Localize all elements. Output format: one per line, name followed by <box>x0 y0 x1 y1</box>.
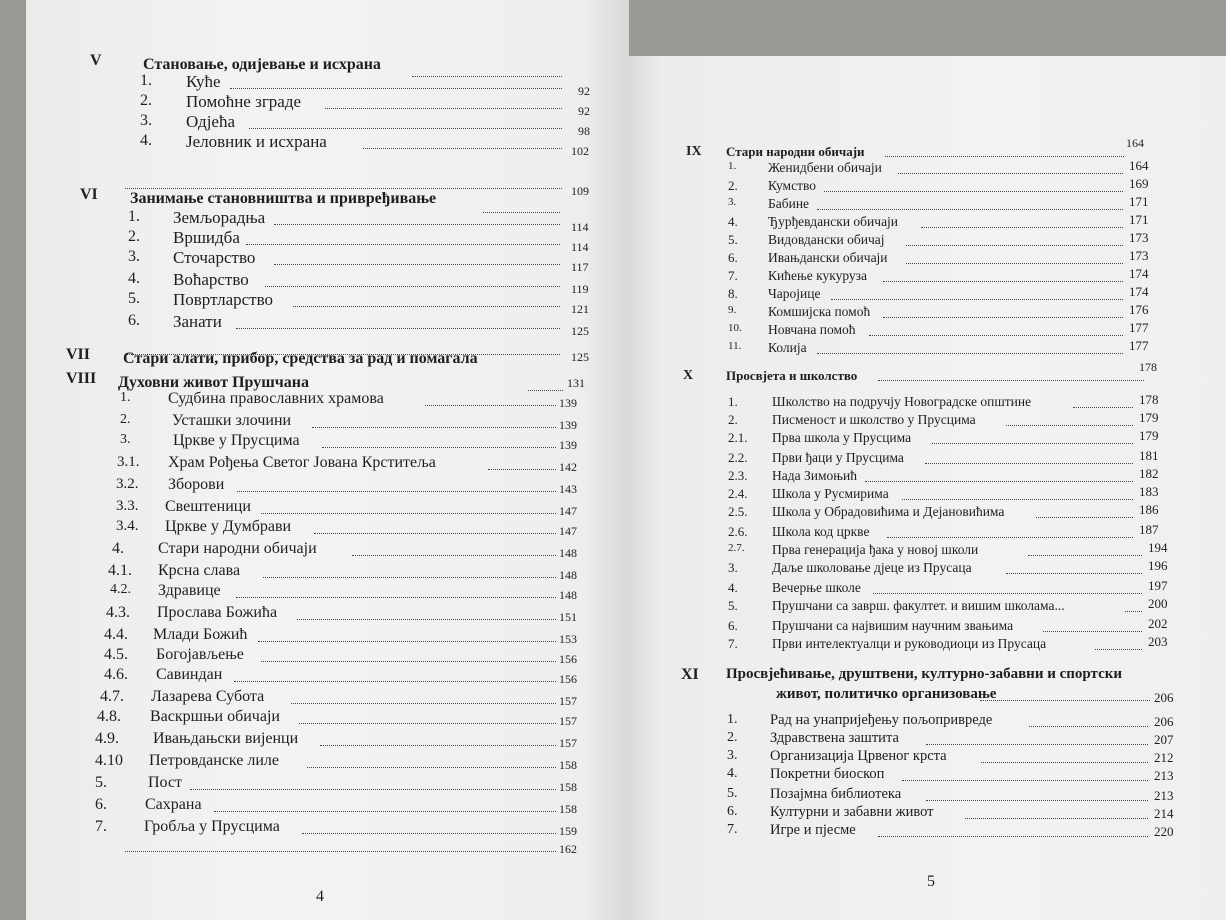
dot-leader <box>965 818 1148 819</box>
entry-page-number: 182 <box>1139 466 1159 481</box>
entry-number: 11. <box>728 340 742 352</box>
dot-leader <box>214 811 556 812</box>
entry-label: Пост <box>148 774 183 791</box>
entry-label: Покретни биоскоп <box>770 766 885 782</box>
dot-leader <box>883 281 1123 282</box>
section-roman-numeral: VI <box>80 186 98 203</box>
entry-number: 4. <box>728 214 738 229</box>
dot-leader <box>236 597 556 598</box>
entry-page-number: 119 <box>571 282 589 296</box>
entry-number: 4.4. <box>104 626 128 643</box>
entry-label: Земљорадња <box>173 208 266 227</box>
entry-label: Игре и пјесме <box>770 822 856 838</box>
section-roman-numeral: VIII <box>66 370 97 387</box>
dot-leader <box>921 227 1124 228</box>
entry-label: Рад на унапријеђењу пољопривреде <box>770 712 993 728</box>
entry-label: Школа код цркве <box>772 524 870 539</box>
dot-leader <box>314 533 556 534</box>
entry-number: 5. <box>727 786 738 801</box>
entry-number: 2.3. <box>728 468 748 483</box>
dot-leader <box>320 745 556 746</box>
dot-leader <box>483 212 560 213</box>
dot-leader <box>230 88 562 89</box>
entry-label: Новчана помоћ <box>768 322 856 337</box>
entry-page-number: 179 <box>1139 428 1159 443</box>
dot-leader <box>249 128 562 129</box>
section-title: Становање, одијевање и исхрана <box>143 56 381 73</box>
entry-page-number: 213 <box>1154 788 1174 803</box>
entry-page-number: 187 <box>1139 522 1159 537</box>
entry-number: 2. <box>728 178 738 193</box>
entry-number: 2.2. <box>728 450 748 465</box>
entry-number: 4.5. <box>104 646 128 663</box>
entry-label: Позајмна библиотека <box>770 786 902 802</box>
entry-page-number: 178 <box>1139 392 1159 407</box>
entry-page-number: 139 <box>559 438 577 452</box>
entry-label: Помоћне зграде <box>186 92 302 111</box>
entry-number: 4.3. <box>106 604 130 621</box>
entry-label: Здравице <box>158 582 221 599</box>
section-roman-numeral: V <box>90 52 102 69</box>
entry-page-number: 157 <box>559 714 577 728</box>
entry-number: 4. <box>728 580 738 595</box>
entry-page-number: 173 <box>1129 230 1149 245</box>
entry-page-number: 162 <box>559 842 577 856</box>
entry-number: 6. <box>728 250 738 265</box>
entry-number: 1. <box>728 394 738 409</box>
dot-leader <box>1006 425 1133 426</box>
entry-number: 2.5. <box>728 504 748 519</box>
dot-leader <box>981 762 1148 763</box>
entry-label: Јеловник и исхрана <box>186 132 327 151</box>
entry-label: Вршидба <box>173 228 240 247</box>
entry-number: 1. <box>728 160 737 172</box>
entry-number: 4. <box>140 132 152 149</box>
entry-page-number: 102 <box>571 144 589 158</box>
section-roman-numeral: XI <box>681 666 699 683</box>
entry-page-number: 194 <box>1148 540 1168 555</box>
dot-leader <box>246 244 560 245</box>
entry-number: 5. <box>128 290 140 307</box>
entry-label: Гробља у Прусцима <box>144 818 280 835</box>
dot-leader <box>902 499 1133 500</box>
entry-number: 4. <box>727 766 738 781</box>
entry-page-number: 125 <box>571 324 589 338</box>
entry-page-number: 164 <box>1129 158 1149 173</box>
entry-number: 3. <box>728 560 738 575</box>
dot-leader <box>878 836 1148 837</box>
entry-number: 3. <box>120 432 131 447</box>
entry-page-number: 179 <box>1139 410 1159 425</box>
section-title: Стари народни обичаји <box>726 144 865 159</box>
entry-label: Писменост и школство у Прусцима <box>772 412 976 427</box>
entry-label: Сахрана <box>145 796 202 813</box>
entry-page-number: 156 <box>559 672 577 686</box>
entry-number: 4.6. <box>104 666 128 683</box>
entry-page-number: 148 <box>559 568 577 582</box>
dot-leader <box>1029 726 1148 727</box>
dot-leader <box>885 156 1124 157</box>
dot-leader <box>325 108 562 109</box>
entry-number: 4.8. <box>97 708 121 725</box>
dot-leader <box>190 789 556 790</box>
entry-number: 4.10 <box>95 752 123 769</box>
entry-number: 2. <box>727 730 738 745</box>
entry-label: Нада Зимоњић <box>772 468 857 483</box>
entry-page-number: 98 <box>578 124 590 138</box>
entry-label: Вечерње школе <box>772 580 861 595</box>
entry-number: 7. <box>95 818 107 835</box>
section-title: Духовни живот Прушчана <box>118 374 309 391</box>
section-page-number: 131 <box>567 376 585 390</box>
entry-label: Здравствена заштита <box>770 730 899 746</box>
entry-label: Први ђаци у Прусцима <box>772 450 904 465</box>
dot-leader <box>824 191 1123 192</box>
dot-leader <box>291 703 556 704</box>
entry-page-number: 92 <box>578 104 590 118</box>
dot-leader <box>263 577 556 578</box>
entry-label: Зборови <box>168 476 225 493</box>
entry-label: Крсна слава <box>158 562 241 579</box>
dot-leader <box>307 767 556 768</box>
entry-label: Прушчани са највишим научним звањима <box>772 618 1014 633</box>
entry-page-number: 212 <box>1154 750 1174 765</box>
entry-label: Васкршњи обичаји <box>150 708 280 725</box>
dot-leader <box>312 427 556 428</box>
section-title: Просвјећивање, друштвени, културно-забавни и спортски <box>726 666 1123 682</box>
section-roman-numeral: IX <box>686 144 702 159</box>
entry-page-number: 157 <box>559 694 577 708</box>
dot-leader <box>125 851 556 852</box>
dot-leader <box>261 661 556 662</box>
entry-label: Школа у Русмирима <box>772 486 889 501</box>
section-page-number: 206 <box>1154 690 1174 705</box>
entry-number: 4.2. <box>110 582 131 597</box>
dot-leader <box>237 491 556 492</box>
section-roman-numeral: VII <box>66 346 91 363</box>
section-page-number: 178 <box>1139 360 1157 374</box>
entry-page-number: 173 <box>1129 248 1149 263</box>
entry-label: Ивањдањски вијенци <box>153 730 299 747</box>
entry-number: 6. <box>727 804 738 819</box>
dot-leader <box>906 263 1123 264</box>
entry-label: Ђурђевдански обичаји <box>768 214 899 229</box>
entry-label: Комшијска помоћ <box>768 304 871 319</box>
dot-leader <box>293 306 560 307</box>
dot-leader <box>873 593 1142 594</box>
entry-label: Куће <box>186 72 221 91</box>
entry-number: 4.1. <box>108 562 132 579</box>
entry-label: Храм Рођења Светог Јована Крститеља <box>168 454 436 471</box>
entry-label: Прва школа у Прусцима <box>772 430 912 445</box>
dot-leader <box>299 723 556 724</box>
entry-page-number: 176 <box>1129 302 1149 317</box>
right-page <box>626 56 1226 920</box>
entry-number: 3.1. <box>117 454 140 470</box>
entry-page-number: 142 <box>559 460 577 474</box>
entry-page-number: 171 <box>1129 194 1149 209</box>
entry-number: 1. <box>128 208 140 225</box>
entry-number: 5. <box>728 232 738 247</box>
entry-page-number: 186 <box>1139 502 1159 517</box>
dot-leader <box>488 469 556 470</box>
dot-leader <box>258 641 556 642</box>
entry-number: 7. <box>727 822 738 837</box>
entry-label: Школа у Обрадовићима и Дејановићима <box>772 504 1005 519</box>
entry-number: 2. <box>120 412 131 427</box>
dot-leader <box>425 405 556 406</box>
entry-label: Видовдански обичај <box>768 232 885 247</box>
entry-label: Ивањдански обичаји <box>768 250 888 265</box>
entry-label: Стари народни обичаји <box>158 540 317 557</box>
dot-leader <box>528 390 563 391</box>
entry-page-number: 148 <box>559 588 577 602</box>
entry-page-number: 153 <box>559 632 577 646</box>
left-page <box>26 0 629 920</box>
entry-label: Лазарева Субота <box>151 688 265 705</box>
dot-leader <box>831 299 1123 300</box>
entry-label: Културни и забавни живот <box>770 804 934 820</box>
dot-leader <box>926 800 1148 801</box>
entry-page-number: 181 <box>1139 448 1159 463</box>
dot-leader <box>236 328 560 329</box>
entry-label: Цркве у Прусцима <box>173 432 300 449</box>
entry-number: 2. <box>728 412 738 427</box>
dot-leader <box>883 317 1123 318</box>
entry-number: 2.6. <box>728 524 748 539</box>
entry-number: 1. <box>140 72 152 89</box>
dot-leader <box>878 380 1144 381</box>
entry-label: Бабине <box>768 196 810 211</box>
dot-leader <box>302 833 556 834</box>
entry-number: 3. <box>128 248 140 265</box>
entry-number: 1. <box>120 390 131 405</box>
entry-page-number: 156 <box>559 652 577 666</box>
entry-number: 6. <box>128 312 140 329</box>
entry-label: Први интелектуалци и руководиоци из Прусаца <box>772 636 1047 651</box>
dot-leader <box>125 188 562 189</box>
entry-label: Колија <box>768 340 807 355</box>
dot-leader <box>898 173 1123 174</box>
dot-leader <box>817 209 1123 210</box>
entry-label: Организација Црвеног крста <box>770 748 947 764</box>
section-title: живот, политичко организовање <box>776 686 997 702</box>
dot-leader <box>887 537 1133 538</box>
entry-number: 3.3. <box>116 498 139 514</box>
entry-page-number: 197 <box>1148 578 1168 593</box>
entry-number: 7. <box>728 268 738 283</box>
dot-leader <box>274 224 560 225</box>
entry-label: Занати <box>173 312 222 331</box>
entry-number: 9. <box>728 304 737 316</box>
entry-number: 3. <box>727 748 738 763</box>
entry-label: Прва генерација ђака у новој школи <box>772 542 979 557</box>
entry-page-number: 206 <box>1154 714 1174 729</box>
dot-leader <box>234 681 556 682</box>
entry-page-number: 207 <box>1154 732 1174 747</box>
entry-page-number: 147 <box>559 504 577 518</box>
entry-page-number: 177 <box>1129 338 1149 353</box>
entry-number: 4.9. <box>95 730 119 747</box>
entry-label: Одјећа <box>186 112 236 131</box>
entry-number: 2.7. <box>728 542 745 554</box>
entry-number: 2.4. <box>728 486 748 501</box>
dot-leader <box>817 353 1123 354</box>
entry-page-number: 203 <box>1148 634 1168 649</box>
dot-leader <box>932 443 1133 444</box>
dot-leader <box>1043 631 1142 632</box>
entry-page-number: 196 <box>1148 558 1168 573</box>
entry-page-number: 171 <box>1129 212 1149 227</box>
entry-label: Кумство <box>768 178 817 193</box>
entry-label: Судбина православних храмова <box>168 390 384 407</box>
page-number: 5 <box>927 873 935 890</box>
entry-page-number: 114 <box>571 220 589 234</box>
entry-label: Усташки злочини <box>172 412 292 429</box>
entry-number: 3. <box>728 196 737 208</box>
dot-leader <box>261 513 556 514</box>
entry-number: 3.4. <box>116 518 139 534</box>
entry-label: Прушчани са заврш. факултет. и вишим школама... <box>772 598 1065 613</box>
entry-label: Воћарство <box>173 270 249 289</box>
section-title: Стари алати, прибор, средства за рад и помагала <box>123 350 478 367</box>
entry-label: Сточарство <box>173 248 256 267</box>
entry-page-number: 117 <box>571 260 589 274</box>
entry-label: Чаројице <box>768 286 821 301</box>
entry-number: 6. <box>95 796 107 813</box>
dot-leader <box>865 481 1133 482</box>
entry-page-number: 220 <box>1154 824 1174 839</box>
entry-page-number: 200 <box>1148 596 1168 611</box>
entry-number: 2. <box>140 92 152 109</box>
entry-label: Млади Божић <box>153 626 248 643</box>
dot-leader <box>1028 555 1142 556</box>
dot-leader <box>1095 649 1142 650</box>
entry-number: 3.2. <box>116 476 139 492</box>
entry-page-number: 125 <box>571 350 589 364</box>
entry-page-number: 157 <box>559 736 577 750</box>
entry-page-number: 92 <box>578 84 590 98</box>
page-number: 4 <box>316 888 324 905</box>
entry-label: Повртларство <box>173 290 273 309</box>
entry-number: 4.7. <box>100 688 124 705</box>
entry-page-number: 202 <box>1148 616 1168 631</box>
dot-leader <box>925 463 1134 464</box>
entry-label: Богојављење <box>156 646 244 663</box>
dot-leader <box>906 245 1123 246</box>
dot-leader <box>265 286 560 287</box>
entry-page-number: 159 <box>559 824 577 838</box>
entry-page-number: 174 <box>1129 266 1149 281</box>
dot-leader <box>902 780 1148 781</box>
entry-label: Женидбени обичаји <box>768 160 882 175</box>
dot-leader <box>869 335 1123 336</box>
dot-leader <box>926 744 1148 745</box>
entry-page-number: 143 <box>559 482 577 496</box>
entry-number: 5. <box>728 598 738 613</box>
entry-page-number: 121 <box>571 302 589 316</box>
dot-leader <box>274 264 560 265</box>
entry-page-number: 139 <box>559 418 577 432</box>
entry-number: 8. <box>728 286 738 301</box>
entry-number: 2.1. <box>728 430 748 445</box>
entry-label: Цркве у Думбрави <box>165 518 292 535</box>
entry-page-number: 109 <box>571 184 589 198</box>
entry-page-number: 214 <box>1154 806 1174 821</box>
entry-number: 5. <box>95 774 107 791</box>
entry-number: 1. <box>727 712 738 727</box>
entry-label: Даље школовање дјеце из Прусаца <box>772 560 972 575</box>
entry-label: Прослава Божића <box>157 604 278 621</box>
entry-number: 3. <box>140 112 152 129</box>
entry-page-number: 114 <box>571 240 589 254</box>
entry-number: 6. <box>728 618 738 633</box>
dot-leader <box>1006 573 1142 574</box>
entry-page-number: 177 <box>1129 320 1149 335</box>
dot-leader <box>1125 611 1142 612</box>
entry-label: Кићење кукуруза <box>768 268 867 283</box>
dot-leader <box>980 700 1150 701</box>
section-roman-numeral: X <box>683 368 694 383</box>
dot-leader <box>363 148 562 149</box>
entry-page-number: 147 <box>559 524 577 538</box>
entry-page-number: 174 <box>1129 284 1149 299</box>
entry-number: 2. <box>128 228 140 245</box>
entry-page-number: 169 <box>1129 176 1149 191</box>
entry-label: Петровданске лиле <box>149 752 280 769</box>
entry-number: 4. <box>128 270 140 287</box>
entry-number: 4. <box>112 540 124 557</box>
dot-leader <box>352 555 556 556</box>
dot-leader <box>1073 407 1133 408</box>
dot-leader <box>1036 517 1133 518</box>
dot-leader <box>412 76 562 77</box>
dot-leader <box>322 447 556 448</box>
entry-page-number: 151 <box>559 610 577 624</box>
section-page-number: 164 <box>1126 136 1144 150</box>
entry-label: Савиндан <box>156 666 223 683</box>
entry-number: 10. <box>728 322 742 334</box>
entry-page-number: 213 <box>1154 768 1174 783</box>
entry-page-number: 158 <box>559 802 577 816</box>
section-title: Просвјета и школство <box>726 368 858 383</box>
entry-page-number: 139 <box>559 396 577 410</box>
entry-label: Школство на подручју Новоградске општине <box>772 394 1032 409</box>
entry-page-number: 148 <box>559 546 577 560</box>
entry-page-number: 183 <box>1139 484 1159 499</box>
entry-number: 7. <box>728 636 738 651</box>
section-title: Занимање становништва и привређивање <box>130 190 437 207</box>
dot-leader <box>297 619 556 620</box>
entry-label: Свештеници <box>165 498 251 515</box>
entry-page-number: 158 <box>559 758 577 772</box>
entry-page-number: 158 <box>559 780 577 794</box>
